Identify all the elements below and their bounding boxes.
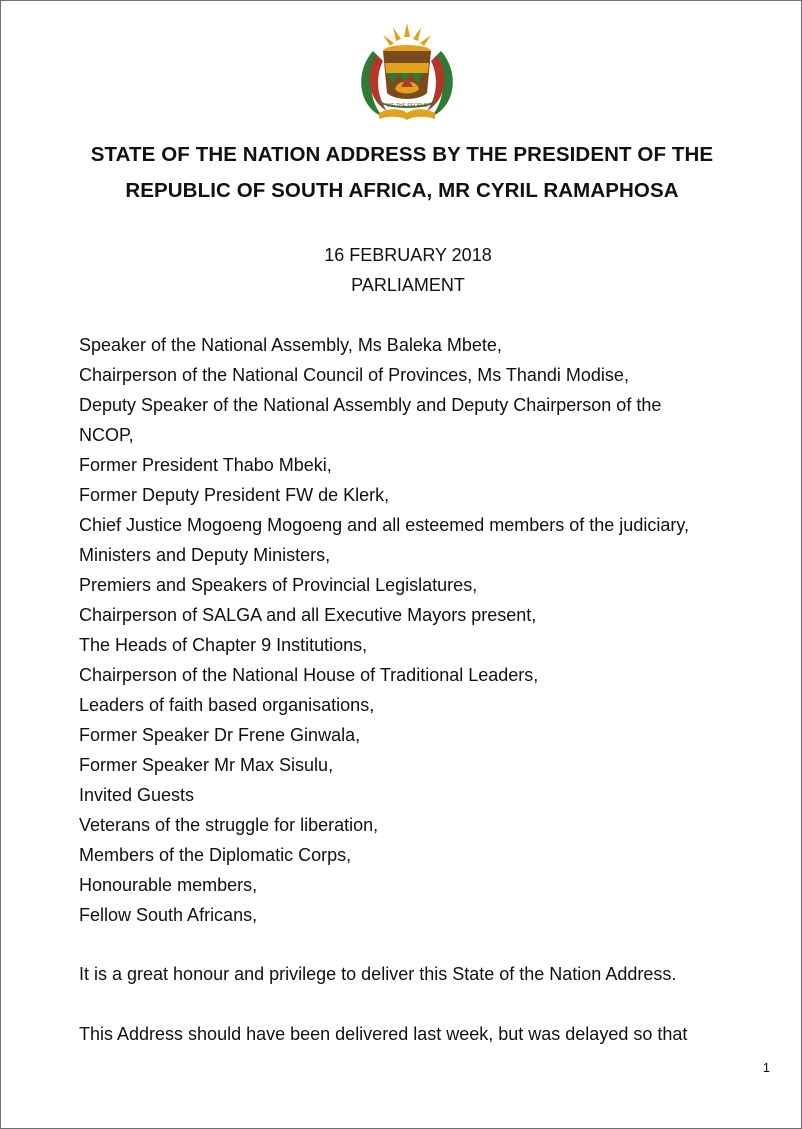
salutation-line: Ministers and Deputy Ministers, bbox=[79, 545, 331, 565]
salutation-line: Chairperson of SALGA and all Executive Mayors present, bbox=[79, 605, 537, 625]
parliament-coat-of-arms-icon bbox=[353, 21, 461, 133]
address-venue: PARLIAMENT bbox=[351, 275, 465, 295]
salutation-line: Former Speaker Dr Frene Ginwala, bbox=[79, 725, 361, 745]
salutation-line: Deputy Speaker of the National Assembly and Deputy Chairperson of the bbox=[79, 395, 662, 415]
salutation-line: Premiers and Speakers of Provincial Legislatures, bbox=[79, 575, 478, 595]
salutation-line: Honourable members, bbox=[79, 875, 258, 895]
salutation-line: Speaker of the National Assembly, Ms Baleka Mbete, bbox=[79, 335, 502, 355]
salutations-list bbox=[79, 330, 779, 930]
salutation-line: Chief Justice Mogoeng Mogoeng and all esteemed members of the judiciary, bbox=[79, 515, 689, 535]
salutation-line: Leaders of faith based organisations, bbox=[79, 695, 375, 715]
salutation-line: Chairperson of the National Council of Provinces, Ms Thandi Modise, bbox=[79, 365, 629, 385]
salutation-line: Fellow South Africans, bbox=[79, 905, 258, 925]
salutation-line: Members of the Diplomatic Corps, bbox=[79, 845, 352, 865]
svg-text:WE THE PEOPLE: WE THE PEOPLE bbox=[386, 103, 428, 109]
document-title bbox=[1, 137, 802, 209]
salutation-line: NCOP, bbox=[79, 425, 134, 445]
title-line-1: STATE OF THE NATION ADDRESS BY THE PRESIDENT OF THE bbox=[90, 143, 714, 166]
salutation-line: The Heads of Chapter 9 Institutions, bbox=[79, 635, 368, 655]
salutation-line: Invited Guests bbox=[79, 785, 195, 805]
salutation-line: Former President Thabo Mbeki, bbox=[79, 455, 332, 475]
body-paragraph: This Address should have been delivered last week, but was delayed so that bbox=[79, 1024, 688, 1044]
salutation-line: Veterans of the struggle for liberation, bbox=[79, 815, 379, 835]
address-date: 16 FEBRUARY 2018 bbox=[324, 245, 492, 265]
salutation-line: Former Deputy President FW de Klerk, bbox=[79, 485, 390, 505]
title-line-2: REPUBLIC OF SOUTH AFRICA, MR CYRIL RAMAPHOSA bbox=[125, 179, 679, 202]
salutation-line: Former Speaker Mr Max Sisulu, bbox=[79, 755, 334, 775]
date-venue-block bbox=[1, 240, 802, 300]
salutation-line: Chairperson of the National House of Traditional Leaders, bbox=[79, 665, 539, 685]
page-number: 1 bbox=[762, 1060, 770, 1075]
body-paragraph: It is a great honour and privilege to deliver this State of the Nation Address. bbox=[79, 964, 677, 984]
